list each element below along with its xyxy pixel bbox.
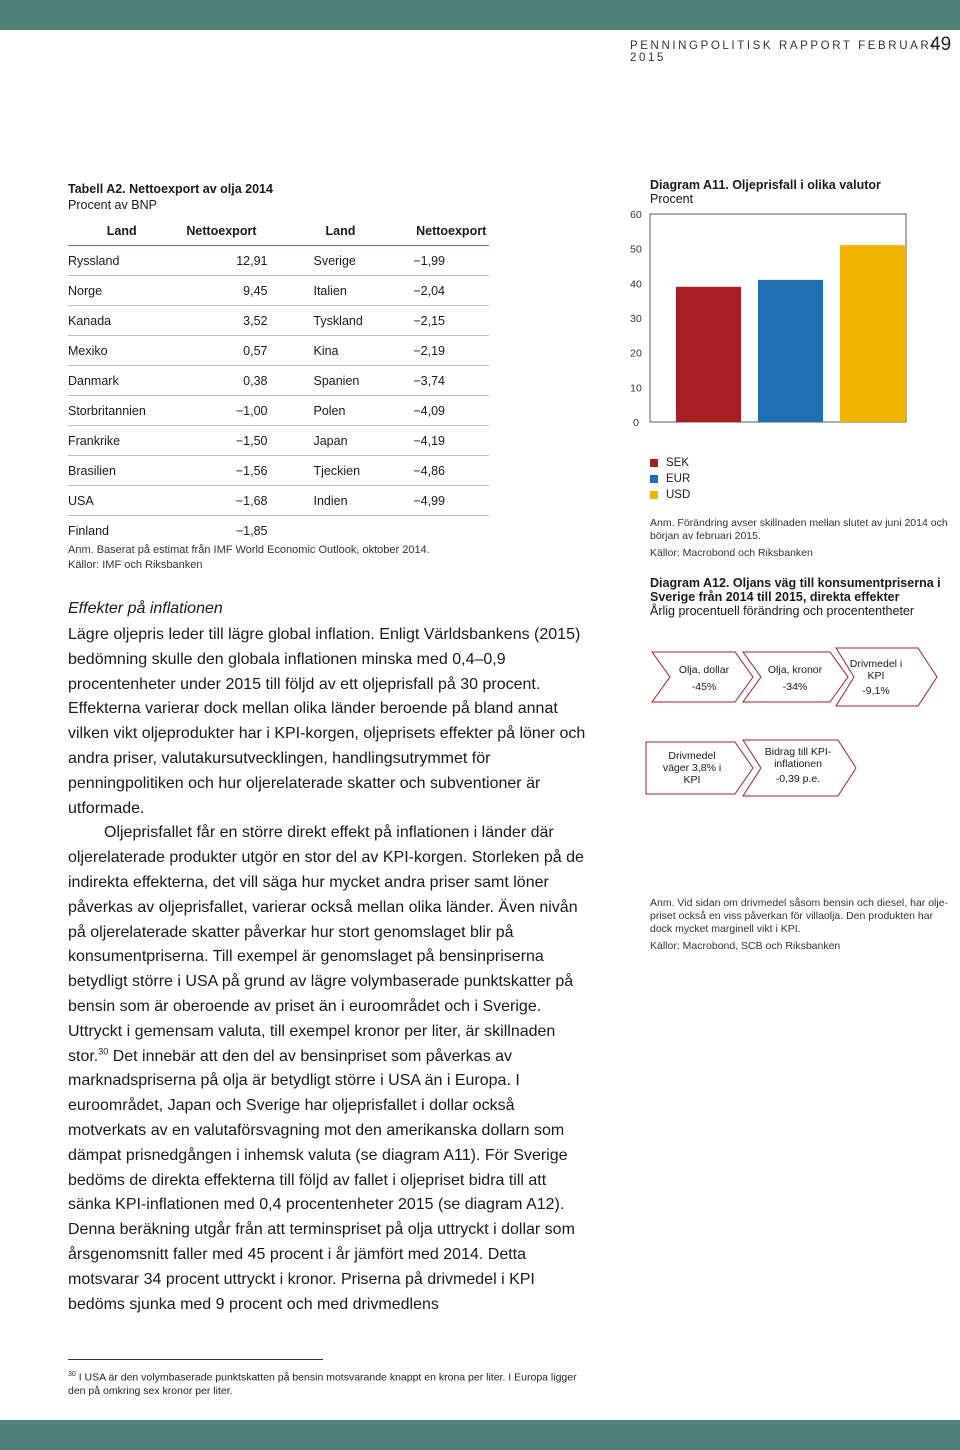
table-subtitle: Procent av BNP [68,198,157,212]
flow-label: Olja, kronor [767,664,823,676]
page-number: 49 [930,34,952,55]
net-export-cell: −1,00 [175,396,267,426]
table-title: Tabell A2. Nettoexport av olja 2014 [68,182,273,196]
net-export-cell: 3,52 [175,306,267,336]
table-row [68,306,489,336]
footnote [68,1368,588,1398]
net-export-cell: −2,19 [413,336,489,366]
net-export-cell: −4,99 [413,486,489,516]
flow-value: -45% [691,681,717,693]
table-row [68,246,489,276]
country-cell: USA [68,486,175,516]
paragraph-part: Oljeprisfallet får en större direkt effekt på inflationen i länder där oljerelaterade produkter utgör en stor del av KPI-korgen. Storleken på de indirekta effekterna, det vill säga hur mycket andra priser samt löner påverkas av oljeprisfallet, varierar också mellan olika länder. Även nivån på oljerelaterade skatter påverkar hur stort genomslaget blir på konsumentpriserna. Till exempel är genomslaget på bensinpriserna betydligt större i USA på grund av lägre volymbaserade punktskatter på bensin som är oberoende av priset än i euroområdet och i Sverige. Uttryckt i gemensam valuta, till exempel kronor per liter, är skillnaden stor. [68,824,584,1065]
country-cell: Sverige [267,246,413,276]
oil-net-export-table [68,217,489,546]
net-export-cell: −3,74 [413,366,489,396]
paragraph-part: Det innebär att den del av bensinpriset som påverkas av marknadspriserna på olja är betydligt större i USA än i Europa. I euroområdet, Japan och Sverige har oljeprisfallet i dollar också motverkats av en valutaförsvagning mot den amerikanska dollarn som dämpat prisnedgången i inhemsk valuta (se diagram A11). För Sverige bedöms de direkta effekterna till följd av fallet i oljepriset bidra till att sänka KPI-inflationen med 0,4 procentenheter 2015 (se diagram A12). Denna beräkning utgår från att terminspriset på olja uttryckt i dollar som årsgenomsnitt faller med 45 procent i år jämfört med 2014. Detta motsvarar 34 procent uttryckt i kronor. Priserna på drivmedel i KPI bedöms sjunka med 9 procent och med drivmedlens [68,1047,575,1313]
y-tick-label: 30 [630,313,642,325]
net-export-cell: −1,50 [175,426,267,456]
paragraph [68,821,588,1317]
net-export-cell: −1,85 [235,524,268,538]
diagram-a12-source: Källor: Macrobond, SCB och Riksbanken [650,940,841,952]
table-header-row [68,217,489,246]
bar-usd [840,245,905,422]
country-cell [267,516,413,547]
legend-swatch [650,491,658,499]
flow-node-fuel-kpi [836,648,937,706]
table-row [68,456,489,486]
legend-swatch [650,459,658,467]
flow-node-oil-dollar [652,652,753,702]
paragraph: Lägre oljepris leder till lägre global inflation. Enligt Världsbankens (2015) bedömning skulle den globala inflationen minska med 0,4–0,9 procentenheter under 2015 till följd av ett oljeprisfall på 30 procent. Effekterna varierar dock mellan olika länder beroende på bland annat vilken vikt oljeprodukter har i KPI-korgen, oljeprisets effekter på löner och andra priser, valutakursutvecklingen, handlingsutrymmet för penningpolitiken och hur oljerelaterade skatter och subventioner är utformade. [68,626,586,817]
flow-value: -0,39 p.e. [775,773,821,785]
y-tick-label: 10 [630,382,642,395]
country-cell: Kanada [68,306,175,336]
bar-eur [758,280,823,422]
country-cell: Norge [68,276,175,306]
net-export-cell: −4,09 [413,396,489,426]
net-export-cell: 0,57 [175,336,267,366]
flow-value: -9,1% [862,685,890,697]
net-export-cell: 0,38 [175,366,267,396]
y-tick-label: 60 [630,209,642,221]
net-export-cell: −1,56 [175,456,267,486]
table-row [68,336,489,366]
table-row [68,366,489,396]
column-header: Nettoexport [413,217,489,246]
flow-value: -34% [782,681,808,693]
country-cell: Brasilien [68,456,175,486]
flow-label: Drivmedel i [849,658,903,670]
diagram-a11-note: Anm. Förändring avser skillnaden mellan slutet av juni 2014 och början av februari 2015. [650,517,948,542]
diagram-a12-title: Diagram A12. Oljans väg till konsumentpriserna i Sverige från 2014 till 2015, direkta effekter [650,576,941,604]
flow-label: KPI [683,774,701,786]
bar-sek [676,287,741,422]
flow-label: Olja, dollar [678,664,730,676]
section-heading: Effekter på inflationen [68,600,223,617]
net-export-cell: 9,45 [175,276,267,306]
y-tick-label: 20 [630,347,642,360]
table-note: Anm. Baserat på estimat från IMF World Economic Outlook, oktober 2014. [68,544,430,556]
footnote-divider [68,1359,323,1360]
column-header: Nettoexport [175,217,267,246]
diagram-a11-source: Källor: Macrobond och Riksbanken [650,547,813,559]
net-export-cell: −2,04 [413,276,489,306]
net-export-cell: −4,19 [413,426,489,456]
country-cell: Storbritannien [68,396,175,426]
country-cell: Kina [267,336,413,366]
country-cell: Indien [267,486,413,516]
table-title-block [68,181,273,213]
table-row [68,486,489,516]
flow-label: KPI [867,670,885,682]
flow-label: Drivmedel [668,750,716,762]
country-cell: Spanien [267,366,413,396]
diagram-a12-subtitle: Årlig procentuell förändring och procententheter [650,604,915,618]
legend-label: SEK [666,457,690,469]
legend-item-eur [650,471,690,487]
column-header: Land [68,217,175,246]
diagram-a12-title-block [650,576,955,618]
net-export-cell [413,516,489,547]
country-cell: Japan [267,426,413,456]
legend-item-sek [650,455,690,471]
flow-label: Bidrag till KPI- [764,746,832,758]
country-cell: Tyskland [267,306,413,336]
country-cell: Italien [267,276,413,306]
net-export-cell: −1,68 [175,486,267,516]
country-cell: Mexiko [68,336,175,366]
country-cell: Frankrike [68,426,175,456]
diagram-a11-chart [610,170,940,440]
footnote-number: 30 [68,1371,76,1378]
footnote-text: I USA är den volymbaserade punktskatten på bensin motsvarande knappt en krona per liter. I Europa ligger den på omkring sex kronor per liter. [68,1371,577,1397]
legend-swatch [650,475,658,483]
country-cell: Polen [267,396,413,426]
legend-item-usd [650,487,690,503]
diagram-a12-flow [640,640,950,810]
flow-label: väger 3,8% i [662,762,722,774]
diagram-a11-title: Diagram A11. Oljeprisfall i olika valutor [650,178,881,192]
net-export-cell: −4,86 [413,456,489,486]
flow-node-oil-kronor [743,652,848,702]
body-text [68,623,588,1317]
table-row [68,426,489,456]
country-cell: Tjeckien [267,456,413,486]
bottom-color-band [0,1420,960,1450]
running-head: PENNINGPOLITISK RAPPORT FEBRUARI 2015 [630,40,938,64]
table-note-block [68,543,430,573]
diagram-a12-note: Anm. Vid sidan om drivmedel såsom bensin och diesel, har oljepriset också en viss påverkan för villaolja. Den produkten har dock mycket marginell vikt i KPI. [650,897,949,935]
footnote-reference[interactable]: 30 [98,1046,109,1057]
country-cell: Finland [68,524,109,538]
table-row [68,396,489,426]
column-header: Land [267,217,413,246]
country-cell: Ryssland [68,246,175,276]
net-export-cell: 12,91 [175,246,267,276]
diagram-a11-subtitle: Procent [650,192,694,206]
flow-label: inflationen [774,758,822,770]
top-color-band [0,0,960,30]
table-row [68,516,489,547]
y-tick-label: 40 [630,278,642,291]
y-tick-label: 50 [630,243,642,256]
table-source: Källor: IMF och Riksbanken [68,559,203,571]
y-tick-label: 0 [633,417,639,429]
table-row [68,276,489,306]
country-cell: Danmark [68,366,175,396]
net-export-cell: −2,15 [413,306,489,336]
net-export-cell: −1,99 [413,246,489,276]
diagram-a11-legend [650,455,690,503]
legend-label: EUR [666,473,691,485]
legend-label: USD [666,489,691,501]
